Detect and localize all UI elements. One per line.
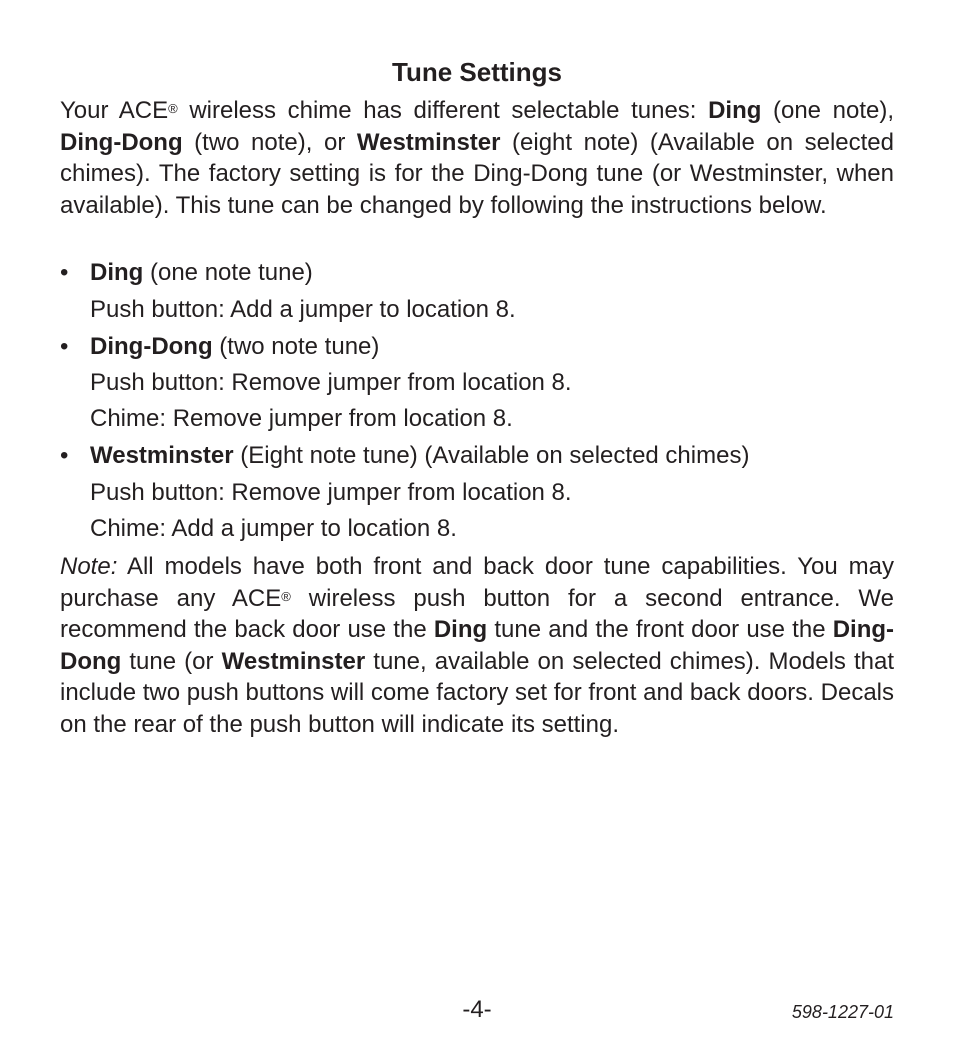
intro-text-5: (eight note) (Available on selected chimes). The factory setting is for the Ding-Dong tune (or Westminster, when available). This tune can be changed by following the instructions below. [60, 128, 894, 219]
note-paragraph [60, 551, 894, 741]
bullet-dot: • [60, 259, 69, 286]
intro-text-1: Your ACE [60, 97, 169, 124]
tune-name: Ding-Dong [90, 333, 213, 360]
tune-name: Westminster [90, 442, 234, 469]
note-text-4: tune (or [121, 647, 222, 675]
bullet-dot: • [60, 442, 69, 469]
note-ding-dong: Ding-Dong [60, 616, 895, 675]
note-label: Note: [60, 553, 118, 580]
intro-ding-dong: Ding-Dong [60, 128, 183, 156]
registered-mark: ® [168, 101, 178, 116]
intro-paragraph [60, 95, 894, 221]
tune-desc: (one note tune) [143, 259, 313, 286]
note-text-3: tune and the front door use the [487, 616, 833, 644]
instruction-line: Chime: Add a jumper to location 8. [90, 515, 457, 542]
document-number: 598-1227-01 [791, 1002, 894, 1022]
section-title: Tune Settings [392, 57, 562, 87]
bullet-heading [90, 332, 379, 362]
intro-westminster: Westminster [356, 128, 501, 156]
intro-ding: Ding [708, 97, 762, 124]
instruction-line: Chime: Remove jumper from location 8. [90, 405, 513, 432]
note-westminster: Westminster [221, 647, 366, 675]
bullet-heading [90, 258, 313, 288]
tune-desc: (two note tune) [212, 333, 380, 360]
intro-text-4: (two note), or [182, 128, 357, 156]
instruction-line: Push button: Add a jumper to location 8. [90, 296, 516, 323]
intro-text-2: wireless chime has different selectable tunes: [177, 97, 709, 124]
bullet-dot: • [60, 333, 69, 360]
tune-name: Ding [90, 259, 144, 286]
note-text-2: wireless push button for a second entrance. We recommend the back door use the [60, 584, 894, 644]
note-text-5: tune, available on selected chimes). Models that include two push buttons will come factory set for front and back doors. Decals on the rear of the push button will indicate its setting. [60, 647, 895, 738]
intro-text-3: (one note), [761, 97, 894, 124]
page-number: -4- [462, 996, 492, 1023]
note-text-1: All models have both front and back door tune capabilities. You may purchase any ACE [60, 553, 894, 612]
bullet-heading [90, 441, 749, 471]
instruction-line: Push button: Remove jumper from location 8. [90, 479, 572, 506]
note-ding: Ding [433, 616, 488, 644]
tune-desc: (Eight note tune) (Available on selected chimes) [233, 442, 750, 469]
instruction-line: Push button: Remove jumper from location 8. [90, 369, 572, 396]
registered-mark: ® [281, 588, 291, 604]
